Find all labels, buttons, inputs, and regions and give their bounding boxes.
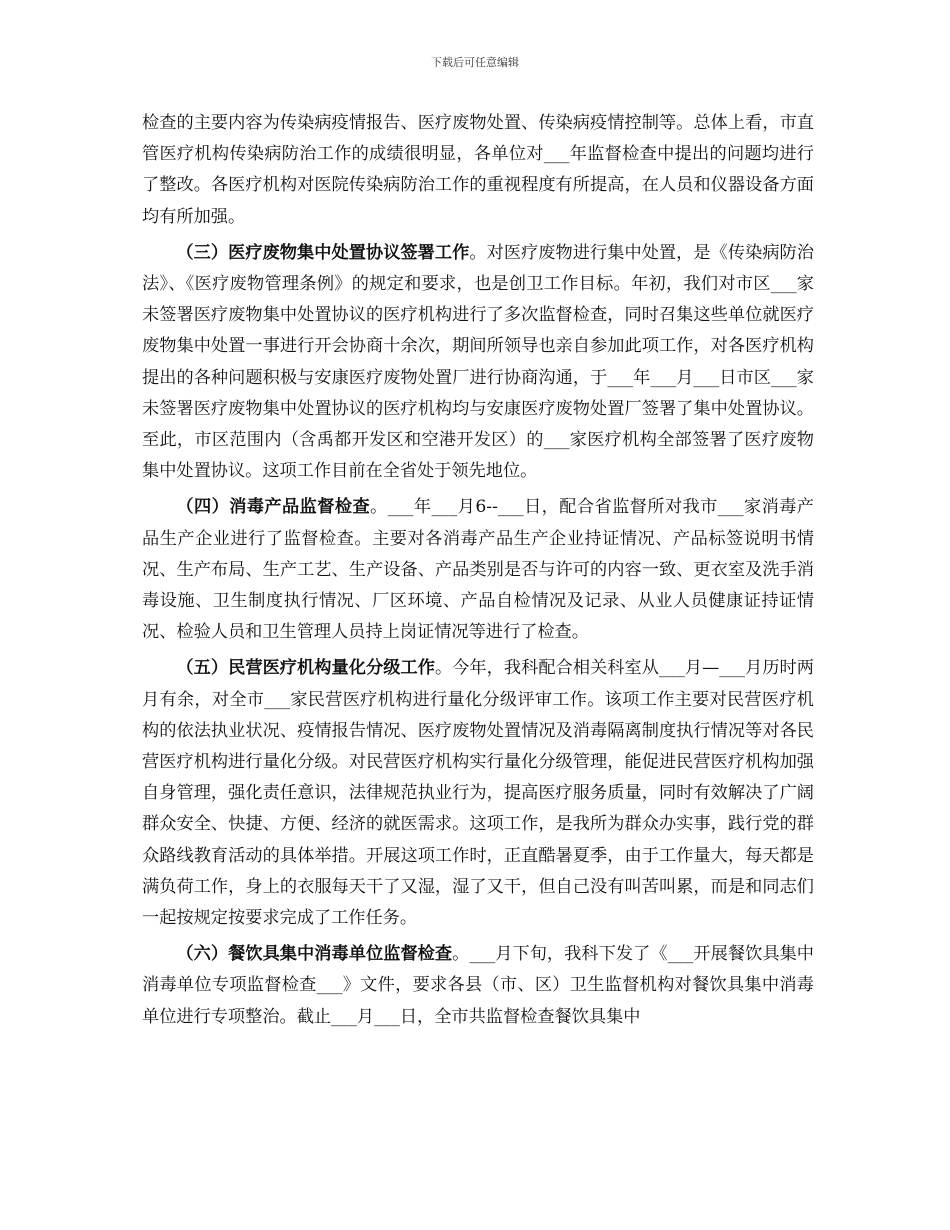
page-header: 下载后可任意编辑 [431,56,519,69]
paragraph-5 [142,939,814,1033]
paragraph-4 [142,653,814,934]
paragraph-2 [142,238,814,488]
section-heading-3: （三）医疗废物集中处置协议签署工作 [176,242,470,263]
section-heading-5: （五）民营医疗机构量化分级工作 [176,658,435,679]
paragraph-1 [142,108,814,233]
document-body [142,108,814,1038]
paragraph-3 [142,492,814,648]
paragraph-3-body: 。___年___月6--___日，配合省监督所对我市___家消毒产品生产企业进行了监督检查。主要对各消毒产品生产企业持证情况、产品标签说明书情况、生产布局、生产工艺、生产设备、产品类别是否与许可的内容一致、更衣室及洗手消毒设施、卫生制度执行情况、厂区环境、产品自检情况及记录、从业人员健康证持证情况、检验人员和卫生管理人员持上岗证情况等进行了检查。 [142,497,814,643]
section-heading-6: （六）餐饮具集中消毒单位监督检查 [176,944,453,965]
paragraph-4-body: 。今年，我科配合相关科室从___月—___月历时两月有余，对全市___家民营医疗机构进行量化分级评审工作。该项工作主要对民营医疗机构的依法执业状况、疫情报告情况、医疗废物处置情况及消毒隔离制度执行情况等对各民营医疗机构进行量化分级。对民营医疗机构实行量化分级管理，能促进民营医疗机构加强自身管理，强化责任意识，法律规范执业行为，提高医疗服务质量，同时有效解决了广阔群众安全、快捷、方便、经济的就医需求。这项工作，是我所为群众办实事，践行党的群众路线教育活动的具体举措。开展这项工作时，正直酷暑夏季，由于工作量大，每天都是满负荷工作，身上的衣服每天干了又湿，湿了又干，但自己没有叫苦叫累，而是和同志们一起按规定按要求完成了工作任务。 [142,658,814,929]
paragraph-1-body: 检查的主要内容为传染病疫情报告、医疗废物处置、传染病疫情控制等。总体上看，市直管医疗机构传染病防治工作的成绩很明显，各单位对___年监督检查中提出的问题均进行了整改。各医疗机构对医院传染病防治工作的重视程度有所提高，在人员和仪器设备方面均有所加强。 [142,113,814,227]
paragraph-5-body: 。___月下旬，我科下发了《___开展餐饮具集中消毒单位专项监督检查___》文件，要求各县（市、区）卫生监督机构对餐饮具集中消毒单位进行专项整治。截止___月___日，全市共监督检查餐饮具集中 [142,944,814,1027]
paragraph-2-body: 。对医疗废物进行集中处置，是《传染病防治法》、《医疗废物管理条例》的规定和要求，也是创卫工作目标。年初，我们对市区___家未签署医疗废物集中处置协议的医疗机构进行了多次监督检查，同时召集这些单位就医疗废物集中处置一事进行开会协商十余次，期间所领导也亲自参加此项工作，对各医疗机构提出的各种问题积极与安康医疗废物处置厂进行协商沟通，于___年___月___日市区___家未签署医疗废物集中处置协议的医疗机构均与安康医疗废物处置厂签署了集中处置协议。至此，市区范围内（含禹都开发区和空港开发区）的___家医疗机构全部签署了医疗废物集中处置协议。这项工作目前在全省处于领先地位。 [142,242,814,482]
section-heading-4: （四）消毒产品监督检查 [176,497,371,518]
